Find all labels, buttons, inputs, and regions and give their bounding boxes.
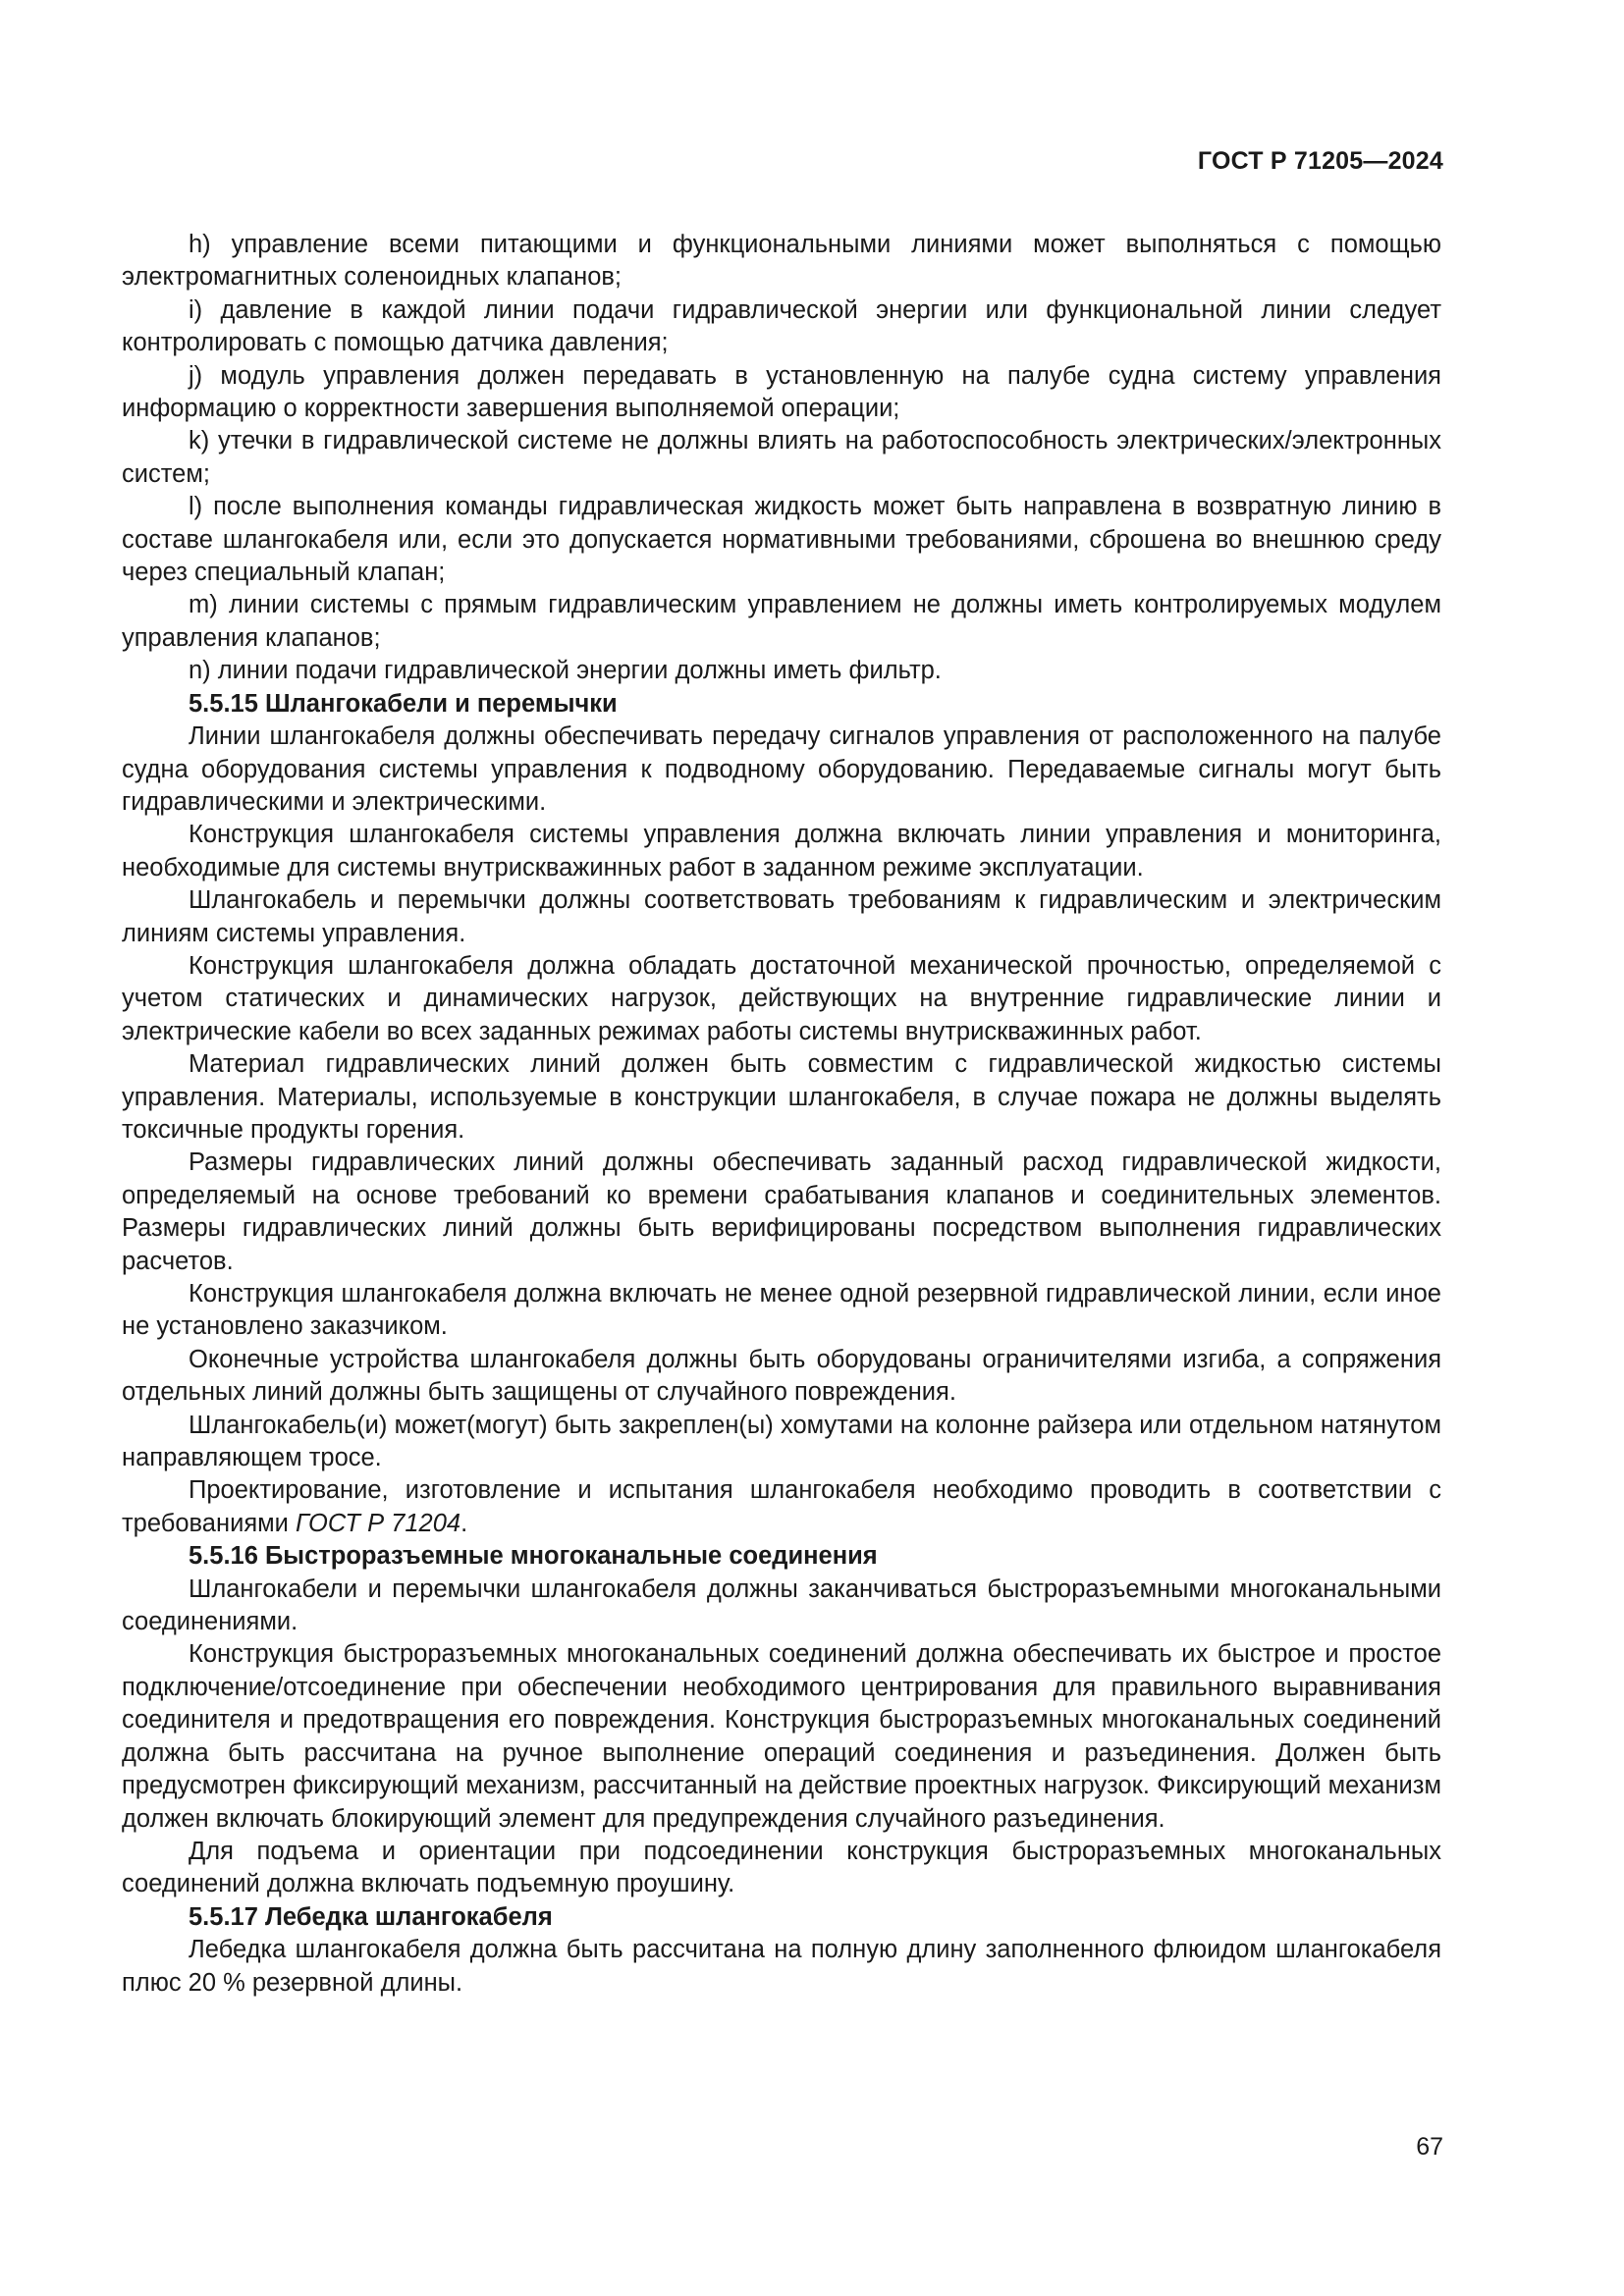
paragraph: Шлангокабель и перемычки должны соответствовать требованиям к гидравлическим и электрическим линиям системы управления. [122,886,1441,947]
section-heading-5-5-16: 5.5.16 Быстроразъемные многоканальные соединения [189,1542,878,1571]
list-item: m) линии системы с прямым гидравлическим управлением не должны иметь контролируемых модулем управления клапанов; [122,591,1441,652]
paragraph: Лебедка шлангокабеля должна быть рассчитана на полную длину заполненного флюидом шлангокабеля плюс 20 % резервной длины. [122,1936,1441,1997]
paragraph: Шлангокабели и перемычки шлангокабеля должны заканчиваться быстроразъемными многоканальными соединениями. [122,1575,1441,1636]
page-number: 67 [1416,2133,1443,2161]
standard-reference: ГОСТ Р 71204 [295,1509,461,1537]
section-heading-5-5-17: 5.5.17 Лебедка шлангокабеля [189,1902,553,1931]
paragraph: Конструкция шлангокабеля должна обладать достаточной механической прочностью, определяемой с учетом статических и динамических нагрузок, действующих на внутренние гидравлические линии и электрические кабели во всех заданных режимах работы системы внутрискважинных работ. [122,951,1441,1045]
paragraph-text: Проектирование, изготовление и испытания шлангокабеля необходимо проводить в соответствии с требованиями [122,1476,1441,1537]
list-item: i) давление в каждой линии подачи гидравлической энергии или функциональной линии следует контролировать с помощью датчика давления; [122,295,1441,357]
paragraph: Конструкция шлангокабеля системы управления должна включать линии управления и мониторинга, необходимые для системы внутрискважинных работ в заданном режиме эксплуатации. [122,821,1441,881]
paragraph: Для подъема и ориентации при подсоединении конструкция быстроразъемных многоканальных соединений должна включать подъемную проушину. [122,1837,1441,1898]
list-item: j) модуль управления должен передавать в установленную на палубе судна систему управления информацию о корректности завершения выполняемой операции; [122,361,1441,423]
list-item: n) линии подачи гидравлической энергии должны иметь фильтр. [189,657,942,685]
list-item: l) после выполнения команды гидравлическая жидкость может быть направлена в возвратную линию в составе шлангокабеля или, если это допускается нормативными требованиями, сброшена во внешнюю среду через специальный клапан; [122,493,1441,587]
paragraph: Конструкция шлангокабеля должна включать не менее одной резервной гидравлической линии, если иное не установлено заказчиком. [122,1280,1441,1341]
paragraph [122,1474,1441,1540]
document-header: ГОСТ Р 71205—2024 [1197,147,1443,175]
paragraph: Оконечные устройства шлангокабеля должны быть оборудованы ограничителями изгиба, а сопряжения отдельных линий должны быть защищены от случайного повреждения. [122,1345,1441,1407]
paragraph: Линии шлангокабеля должны обеспечивать передачу сигналов управления от расположенного на палубе судна оборудования системы управления к подводному оборудованию. Передаваемые сигналы могут быть гидравлическими и электрическими. [122,722,1441,816]
paragraph: Материал гидравлических линий должен быть совместим с гидравлической жидкостью системы управления. Материалы, используемые в конструкции шлангокабеля, в случае пожара не должны выделять токсичные продукты горения. [122,1050,1441,1144]
list-item: h) управление всеми питающими и функциональными линиями может выполняться с помощью электромагнитных соленоидных клапанов; [122,231,1441,292]
paragraph: Конструкция быстроразъемных многоканальных соединений должна обеспечивать их быстрое и простое подключение/отсоединение при обеспечении необходимого центрирования для правильного выравнивания соединителя и предотвращения его повреждения. Конструкция быстроразъемных многоканальных соединений должна быть рассчитана на ручное выполнение операций соединения и разъединения. Должен быть предусмотрен фиксирующий механизм, рассчитанный на действие проектных нагрузок. Фиксирующий механизм должен включать блокирующий элемент для предупреждения случайного разъединения. [122,1640,1441,1833]
paragraph-text-end: . [460,1509,468,1537]
paragraph: Шлангокабель(и) может(могут) быть закреплен(ы) хомутами на колонне райзера или отдельном натянутом направляющем тросе. [122,1411,1441,1472]
paragraph: Размеры гидравлических линий должны обеспечивать заданный расход гидравлической жидкости, определяемый на основе требований ко времени срабатывания клапанов и соединительных элементов. Размеры гидравлических линий должны быть верифицированы посредством выполнения гидравлических расчетов. [122,1148,1441,1275]
list-item: k) утечки в гидравлической системе не должны влиять на работоспособность электрических/электронных систем; [122,427,1441,488]
section-heading-5-5-15: 5.5.15 Шлангокабели и перемычки [189,689,618,718]
document-body [122,229,1441,2000]
